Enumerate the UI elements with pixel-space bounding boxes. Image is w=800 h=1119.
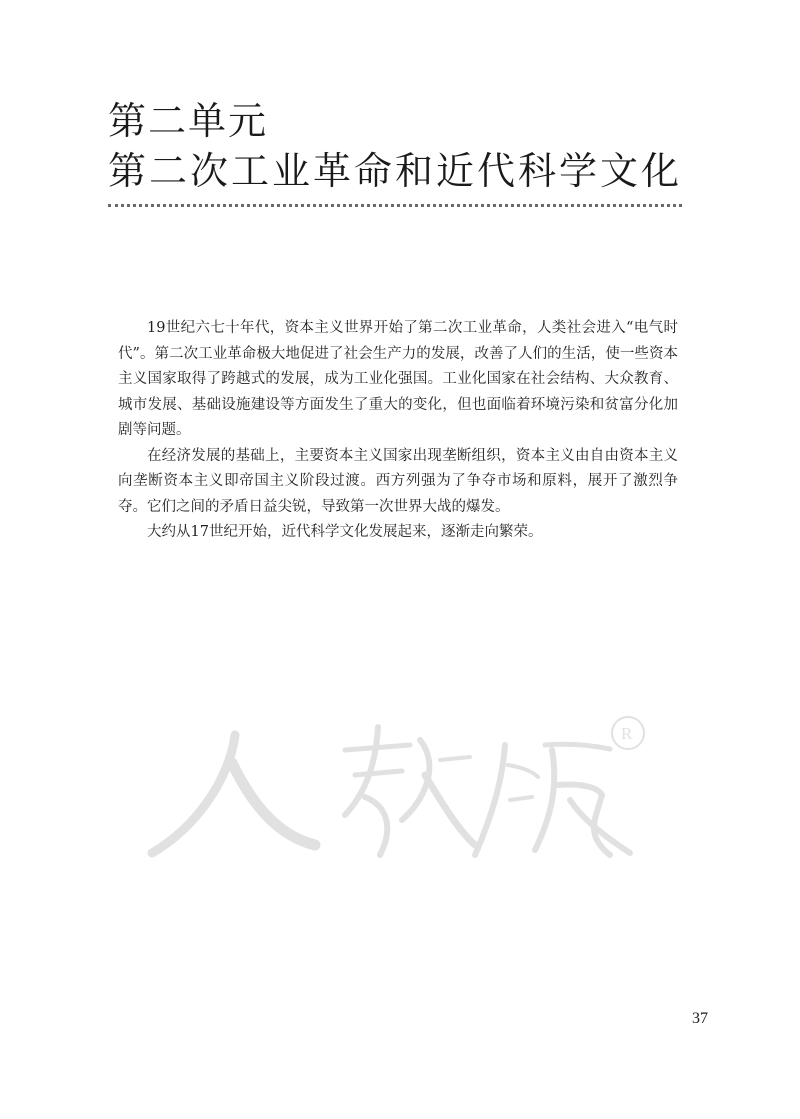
unit-introduction <box>118 316 678 546</box>
page-number: 37 <box>692 1010 708 1027</box>
intro-paragraph-2: 在经济发展的基础上，主要资本主义国家出现垄断组织，资本主义由自由资本主义向垄断资本主义即帝国主义阶段过渡。西方列强为了争夺市场和原料，展开了激烈争夺。它们之间的矛盾日益尖锐，导致第一次世界大战的爆发。 <box>118 447 678 515</box>
intro-paragraph-1: 19世纪六七十年代，资本主义世界开始了第二次工业革命，人类社会进入“电气时代”。第二次工业革命极大地促进了社会生产力的发展，改善了人们的生活，使一些资本主义国家取得了跨越式的发展，成为工业化强国。工业化国家在社会结构、大众教育、城市发展、基础设施建设等方面发生了重大的变化，但也面临着环境污染和贫富分化加剧等问题。 <box>118 320 678 438</box>
intro-paragraph-3: 大约从17世纪开始，近代科学文化发展起来，逐渐走向繁荣。 <box>147 524 543 540</box>
unit-title: 第二次工业革命和近代科学文化 <box>108 146 682 207</box>
svg-text:R: R <box>621 724 633 743</box>
unit-heading <box>108 96 683 207</box>
unit-label: 第二单元 <box>108 99 269 143</box>
publisher-watermark-logo <box>140 705 660 875</box>
